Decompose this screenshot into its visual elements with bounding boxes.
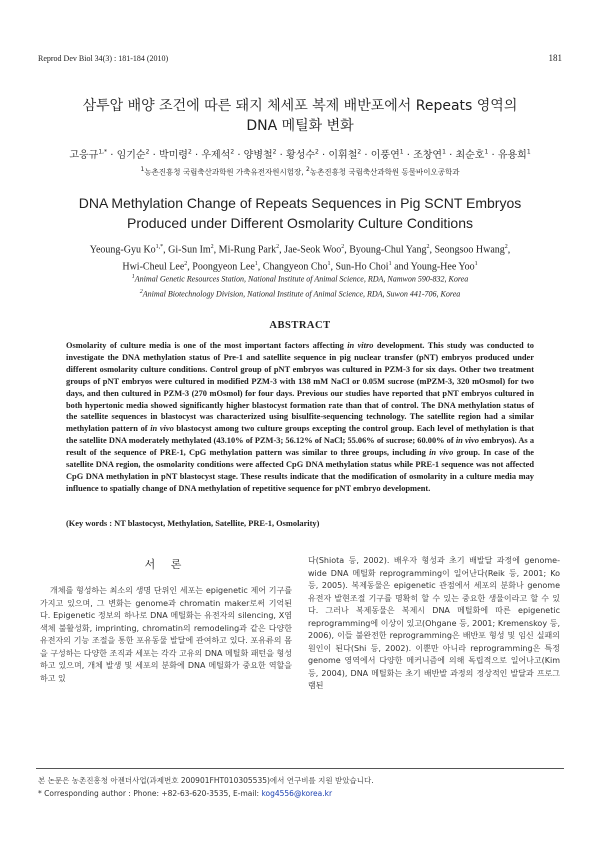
funding-footnote: 본 논문은 농촌진흥청 아젠더사업(과제번호 200901FHT010305535)에서 연구비를 지원 받았습니다. <box>38 776 374 785</box>
intro-right-column <box>308 555 560 693</box>
running-head: Reprod Dev Biol 34(3) : 181-184 (2010) <box>38 54 169 63</box>
corresponding-author-text: * Corresponding author : Phone: +82-63-620-3535, E-mail: <box>38 789 262 798</box>
english-title-line-2: Produced under Different Osmolarity Culture Conditions <box>126 215 474 231</box>
korean-title-line-2: DNA 메틸화 변화 <box>246 118 354 134</box>
english-affiliation-1: $^1$Animal Genetic Resources Station, National Institute of Animal Science, RDA, Namwon 590-832, Korea <box>131 274 469 284</box>
abstract-text: Osmolarity of culture media is one of the most important factors affecting in vitro development. This study was conducted to investigate the DNA methylation status of Pre-1 and satellite sequence in pig nuclear transfer (pNT) embryos produced under different osmolarity culture conditions. Control group of pNT embryos was cultured in PZM-3 for six days. Other two treatment groups of pNT embryos were cultured in modified PZM-3 with 138 mM NaCl or 0.05M sucrose (mPZM-3, 320 mOsmol) for two days, and then cultured in PZM-3 (270 mOsmol) for four days. Previous our studies have reported that pNT embryos cultured in both hypertonic media showed significantly higher blastocyst formation rate than that of control. The DNA methylation status of the satellite sequences in blastocyst was characterized using bisulfite-sequencing technology. The satellite region had a similar methylation pattern of in vivo blastocyst among two culture groups excepting the control group. Each level of methylation is that the satellite DNA moderately methylated (43.10% of PZM-3; 56.12% of NaCl; 55.06% of sucrose; 60.00% of in vivo embryos). As a result of the sequence of PRE-1, CpG methylation pattern was similar to three groups, including in vivo group. In case of the satellite DNA region, the osmolarity conditions were affected CpG DNA methylation status while PRE-1 sequence was not affected CpG DNA methylation in pNT blastocyst stage. These results indicate that the modification of osmolarity in a culture media may influence to spatially change of DNA methylation of repetitive sequence for pNT embryo development. <box>66 341 535 493</box>
english-authors <box>20 240 580 275</box>
intro-left-column <box>40 585 292 685</box>
korean-title <box>0 96 600 136</box>
english-affiliations <box>0 271 600 300</box>
keywords: (Key words : NT blastocyst, Methylation, Satellite, PRE-1, Osmolarity) <box>66 519 320 528</box>
corresponding-author-footnote <box>38 789 568 798</box>
english-affiliation-2: $^2$Animal Biotechnology Division, National Institute of Animal Science, RDA, Suwon 441-706, Korea <box>139 288 461 299</box>
english-title-line-1: DNA Methylation Change of Repeats Sequences in Pig SCNT Embryos <box>78 195 522 211</box>
english-authors-line-1: Yeoung-Gyu $Ko^{1,*}$, Gi-Sun Im$^2$, Mi-Rung Park$^2$, Jae-Seok Woo$^2$, Byoung-Chul Yang$^2$, Seongsoo Hwang$^2$, <box>89 244 511 256</box>
footnote-divider <box>36 768 564 769</box>
korean-authors: 고응규$^{1,*}$ · 임기순$^2$ · 박미령$^2$ · 우제석$^2$ · 양병철$^2$ · 황성수$^2$ · 이휘철$^2$ · 이풍연$^1$ · 조창연$^1$ · 최순호$^1$ · 유용희$^1$ <box>69 148 531 161</box>
page-number: 181 <box>548 53 562 63</box>
english-title <box>0 193 600 233</box>
korean-title-line-1: 삼투압 배양 조건에 따른 돼지 체세포 복제 배반포에서 Repeats 영역의 <box>82 98 518 114</box>
abstract-heading: ABSTRACT <box>269 320 331 331</box>
korean-affiliation: $^1$농촌진흥청 국립축산과학원 가축유전자원시험장, $^2$농촌진흥청 국립축산과학원 동물바이오공학과 <box>140 166 460 177</box>
english-authors-line-2: Hwi-Cheul Lee$^2$, Poongyeon Lee$^1$, Changyeon Cho$^1$, Sun-Ho Choi$^1$ and Young-Hee Yoo$^1$ <box>122 261 478 273</box>
section-heading-introduction: 서 론 <box>144 558 188 571</box>
email-link[interactable]: kog4556@korea.kr <box>261 789 333 798</box>
intro-right-text: 다(Shiota 등, 2002). 배우자 형성과 초기 배발달 과정에 genome-wide DNA 메틸화 reprogramming이 일어난다(Reik 등, 2001; Ko 등, 2005). 복제동물은 epigenetic 관점에서 세포의 분화나 genome 유전자 발현조절 기구를 명확히 할 수 있는 중요한 생물이라고 할 수 있다. 그러나 복제동물은 복제시 DNA 메틸화에 따른 epigenetic reprogramming에 이상이 있고(Ohgane 등, 2001; Kremenskoy 등, 2006), 이들 불완전한 reprogramming은 배반포 형성 및 임신 실패의 원인이 된다(Shi 등, 2002). 이뿐만 아니라 reprogramming은 특정 genome 영역에서 다양한 메커니즘에 의해 독립적으로 일어나고(Kim 등, 2004), DNA 메틸화는 초기 배반발 과정의 정상적인 발달과 프로그램된 <box>308 556 560 691</box>
intro-left-text: 개체를 형성하는 최소의 생명 단위인 세포는 epigenetic 제어 기구를 가지고 있으며, 그 변화는 genome과 chromatin maker로써 기억된다. Epigenetic 정보의 하나로 DNA 메틸화는 유전자의 silencing, X염색체 불활성화, imprinting, chromatin의 remodeling과 같은 다양한 유전자의 기능 조절을 통한 포유동물 발달에 관여하고 있다. 포유류의 몸을 구성하는 다양한 조직과 세포는 각각 고유의 DNA 메틸화 패턴을 형성하고 있으며, 개체 발생 및 세포의 분화에 DNA 메틸화가 중요한 역할을 하고 있 <box>40 586 292 683</box>
